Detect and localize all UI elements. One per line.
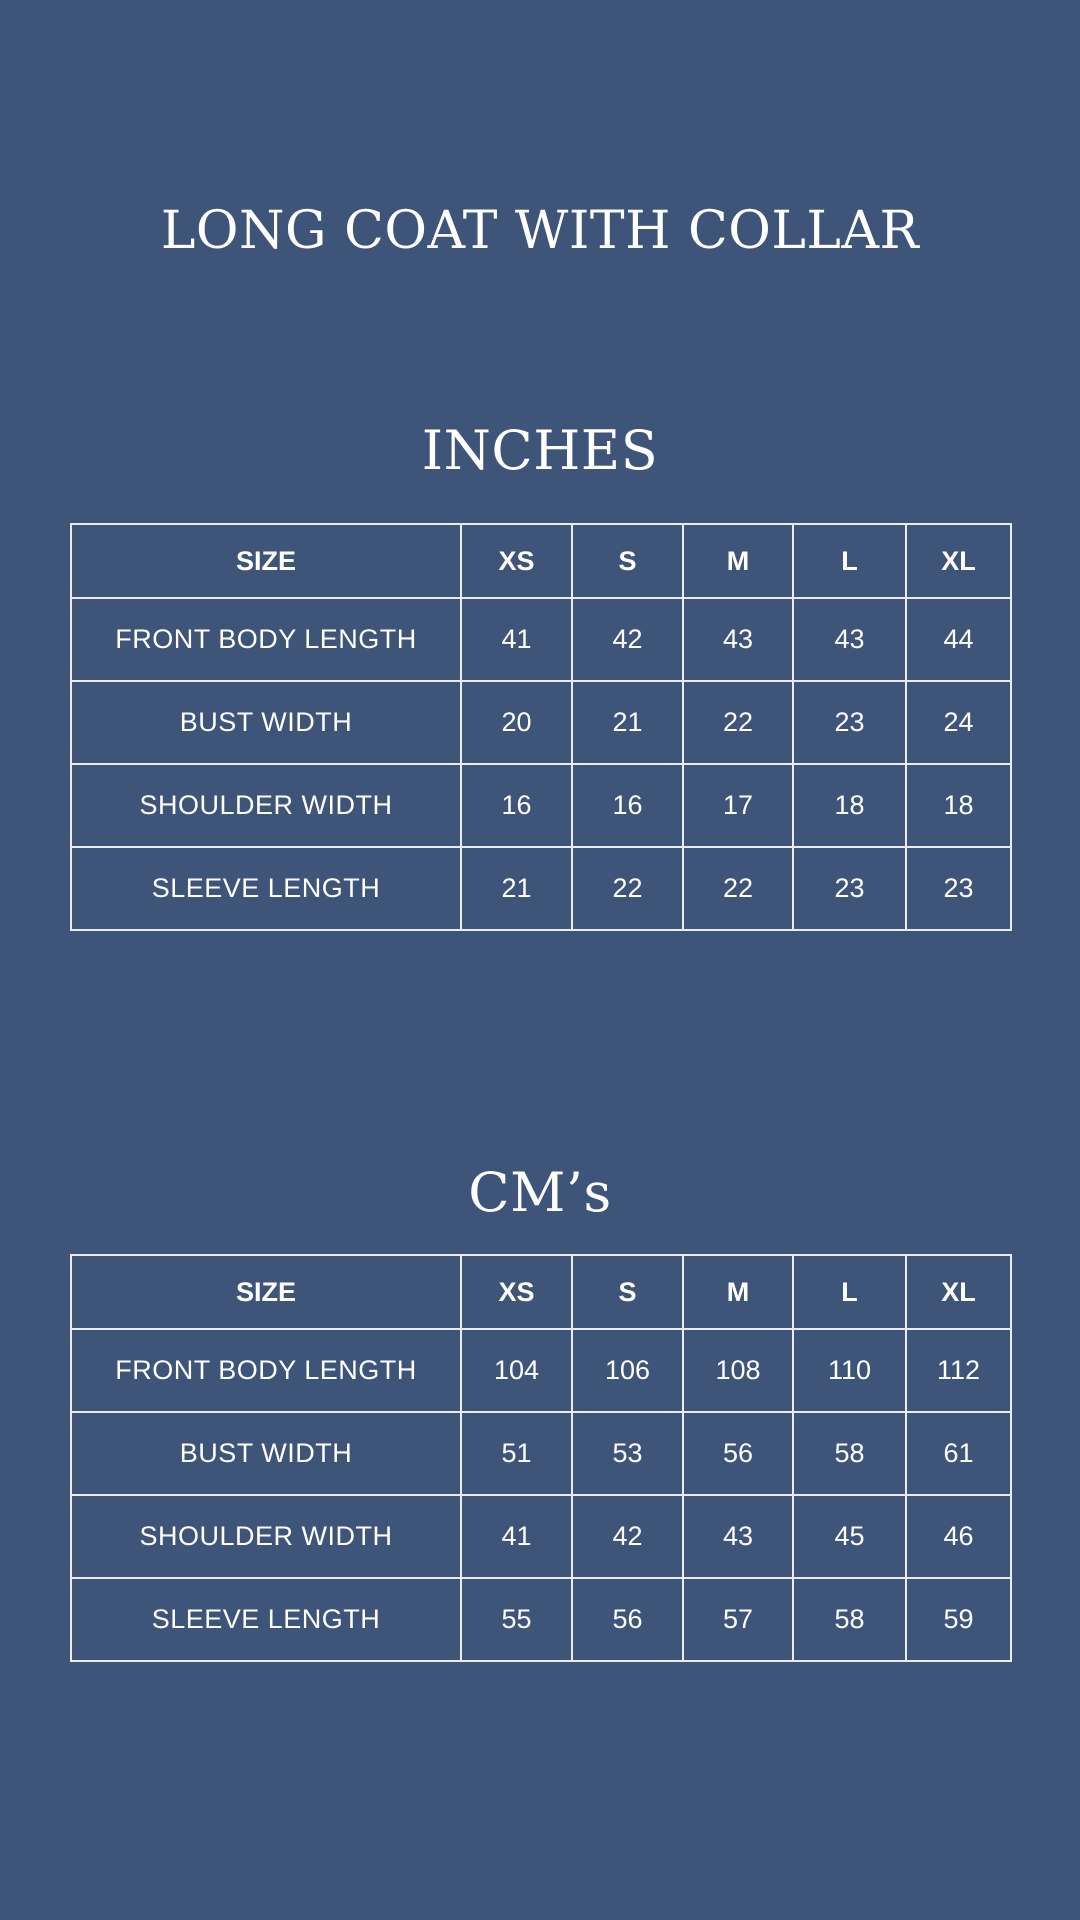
cell-value: 22 <box>683 847 793 930</box>
cell-value: 24 <box>906 681 1011 764</box>
inches-heading: INCHES <box>421 419 659 482</box>
cell-value: 104 <box>461 1329 572 1412</box>
cell-value: 23 <box>793 681 906 764</box>
cell-value: 106 <box>572 1329 683 1412</box>
cell-value: 16 <box>461 764 572 847</box>
cell-value: 16 <box>572 764 683 847</box>
header-l: L <box>793 1255 906 1329</box>
cell-value: 56 <box>572 1578 683 1661</box>
table-row <box>71 1495 1011 1578</box>
cell-value: 18 <box>906 764 1011 847</box>
cell-value: 42 <box>572 598 683 681</box>
cell-value: 42 <box>572 1495 683 1578</box>
cell-value: 23 <box>793 847 906 930</box>
cell-value: 56 <box>683 1412 793 1495</box>
header-size: SIZE <box>71 524 461 598</box>
row-label: SLEEVE LENGTH <box>71 847 461 930</box>
cell-value: 57 <box>683 1578 793 1661</box>
cell-value: 22 <box>572 847 683 930</box>
header-m: M <box>683 1255 793 1329</box>
row-label: SLEEVE LENGTH <box>71 1578 461 1661</box>
header-xs: XS <box>461 524 572 598</box>
table-row <box>71 764 1011 847</box>
cms-size-table <box>70 1254 1012 1662</box>
header-xs: XS <box>461 1255 572 1329</box>
cell-value: 61 <box>906 1412 1011 1495</box>
row-label: BUST WIDTH <box>71 681 461 764</box>
table-row <box>71 681 1011 764</box>
cell-value: 58 <box>793 1412 906 1495</box>
cell-value: 23 <box>906 847 1011 930</box>
cell-value: 43 <box>683 598 793 681</box>
cell-value: 20 <box>461 681 572 764</box>
cms-heading: CM’s <box>468 1161 612 1224</box>
table-row <box>71 1329 1011 1412</box>
cell-value: 110 <box>793 1329 906 1412</box>
cell-value: 46 <box>906 1495 1011 1578</box>
cell-value: 18 <box>793 764 906 847</box>
header-xl: XL <box>906 1255 1011 1329</box>
row-label: SHOULDER WIDTH <box>71 1495 461 1578</box>
cell-value: 22 <box>683 681 793 764</box>
row-label: SHOULDER WIDTH <box>71 764 461 847</box>
cell-value: 41 <box>461 1495 572 1578</box>
row-label: BUST WIDTH <box>71 1412 461 1495</box>
cell-value: 59 <box>906 1578 1011 1661</box>
header-s: S <box>572 524 683 598</box>
inches-size-table <box>70 523 1012 931</box>
header-size: SIZE <box>71 1255 461 1329</box>
cell-value: 17 <box>683 764 793 847</box>
cell-value: 21 <box>461 847 572 930</box>
page-title: LONG COAT WITH COLLAR <box>160 201 920 261</box>
cell-value: 58 <box>793 1578 906 1661</box>
cell-value: 51 <box>461 1412 572 1495</box>
table-row <box>71 1412 1011 1495</box>
header-s: S <box>572 1255 683 1329</box>
header-l: L <box>793 524 906 598</box>
cell-value: 53 <box>572 1412 683 1495</box>
table-header-row <box>71 1255 1011 1329</box>
cell-value: 45 <box>793 1495 906 1578</box>
table-row <box>71 1578 1011 1661</box>
row-label: FRONT BODY LENGTH <box>71 598 461 681</box>
cell-value: 21 <box>572 681 683 764</box>
cell-value: 41 <box>461 598 572 681</box>
cell-value: 44 <box>906 598 1011 681</box>
cell-value: 112 <box>906 1329 1011 1412</box>
cell-value: 43 <box>793 598 906 681</box>
table-row <box>71 847 1011 930</box>
table-header-row <box>71 524 1011 598</box>
header-xl: XL <box>906 524 1011 598</box>
cell-value: 43 <box>683 1495 793 1578</box>
header-m: M <box>683 524 793 598</box>
cell-value: 108 <box>683 1329 793 1412</box>
cell-value: 55 <box>461 1578 572 1661</box>
row-label: FRONT BODY LENGTH <box>71 1329 461 1412</box>
table-row <box>71 598 1011 681</box>
